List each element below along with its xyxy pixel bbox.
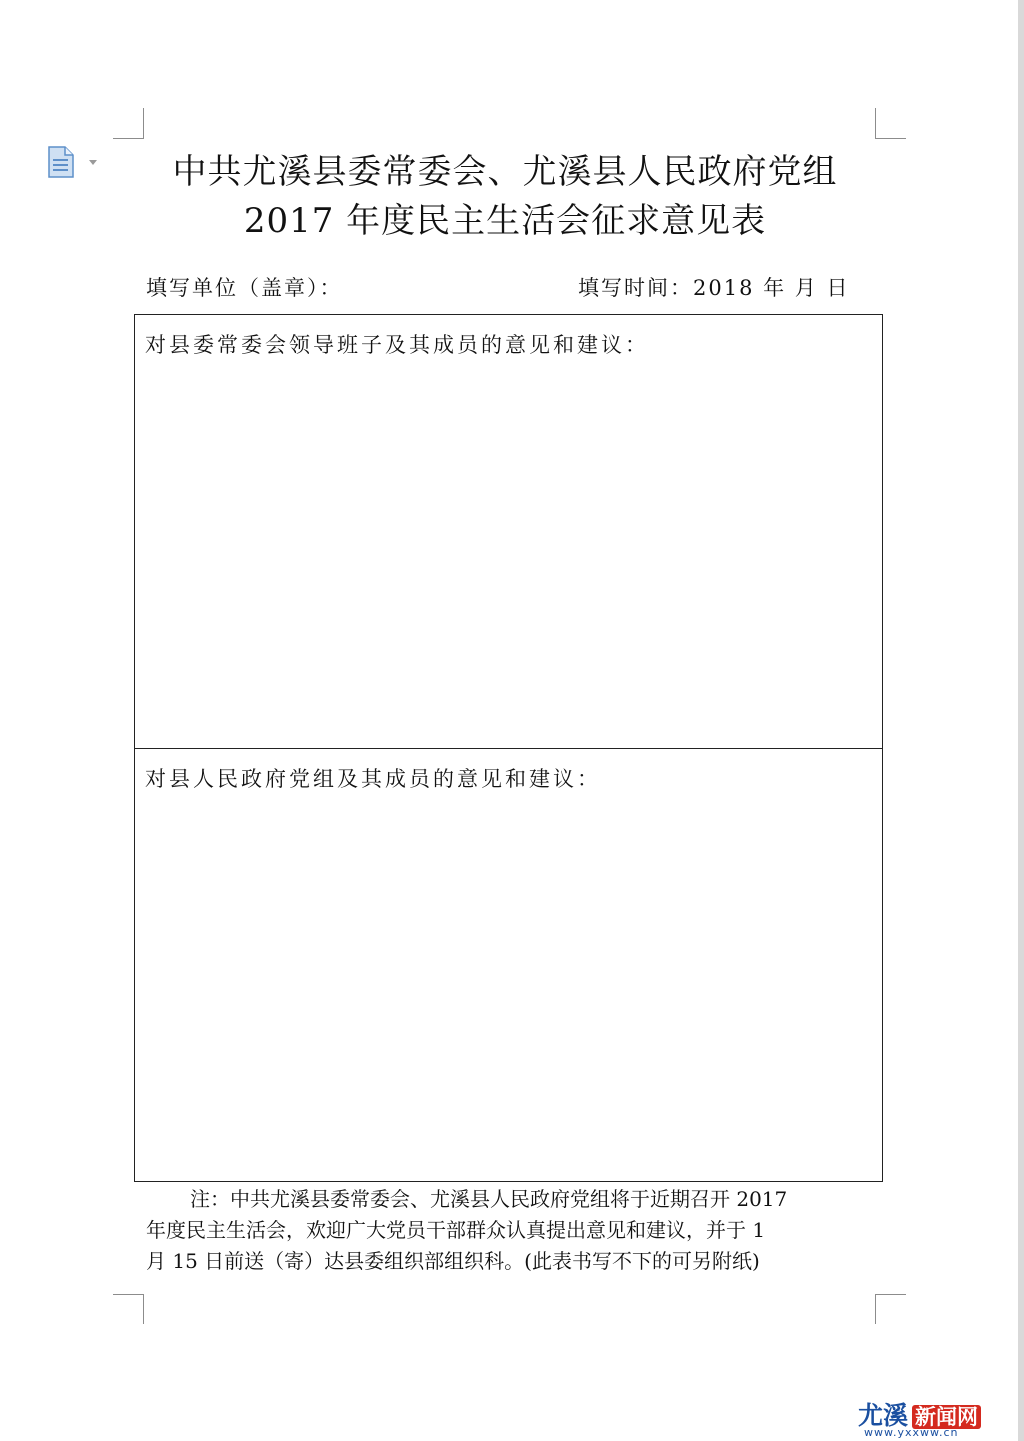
logo-brand-part1: 尤溪 [858, 1401, 909, 1430]
opinion-table [134, 314, 883, 1182]
note-line1: 注：中共尤溪县委常委会、尤溪县人民政府党组将于近期召开 2017 [190, 1187, 788, 1211]
note-paragraph [146, 1184, 876, 1277]
section2-label: 对县人民政府党组及其成员的意见和建议： [145, 767, 601, 791]
logo-brand-part2: 新闻网 [912, 1405, 981, 1429]
section1-label: 对县委常委会领导班子及其成员的意见和建议： [145, 333, 649, 357]
fill-time-label: 填写时间：2018 年 月 日 [578, 276, 850, 300]
logo-url: www.yxxww.cn [864, 1426, 959, 1439]
page-right-edge [1018, 0, 1024, 1441]
note-line2: 年度民主生活会，欢迎广大党员干部群众认真提出意见和建议，并于 1 [146, 1218, 766, 1242]
fill-unit-label: 填写单位（盖章）： [146, 276, 343, 300]
note-line3: 月 15 日前送（寄）达县委组织部组织科。(此表书写不下的可另附纸) [146, 1249, 760, 1273]
watermark-logo [858, 1396, 1010, 1439]
table-row-divider [135, 748, 882, 749]
document-title-line1: 中共尤溪县委常委会、尤溪县人民政府党组 [172, 152, 838, 192]
document-title-line2: 2017 年度民主生活会征求意见表 [243, 201, 767, 241]
